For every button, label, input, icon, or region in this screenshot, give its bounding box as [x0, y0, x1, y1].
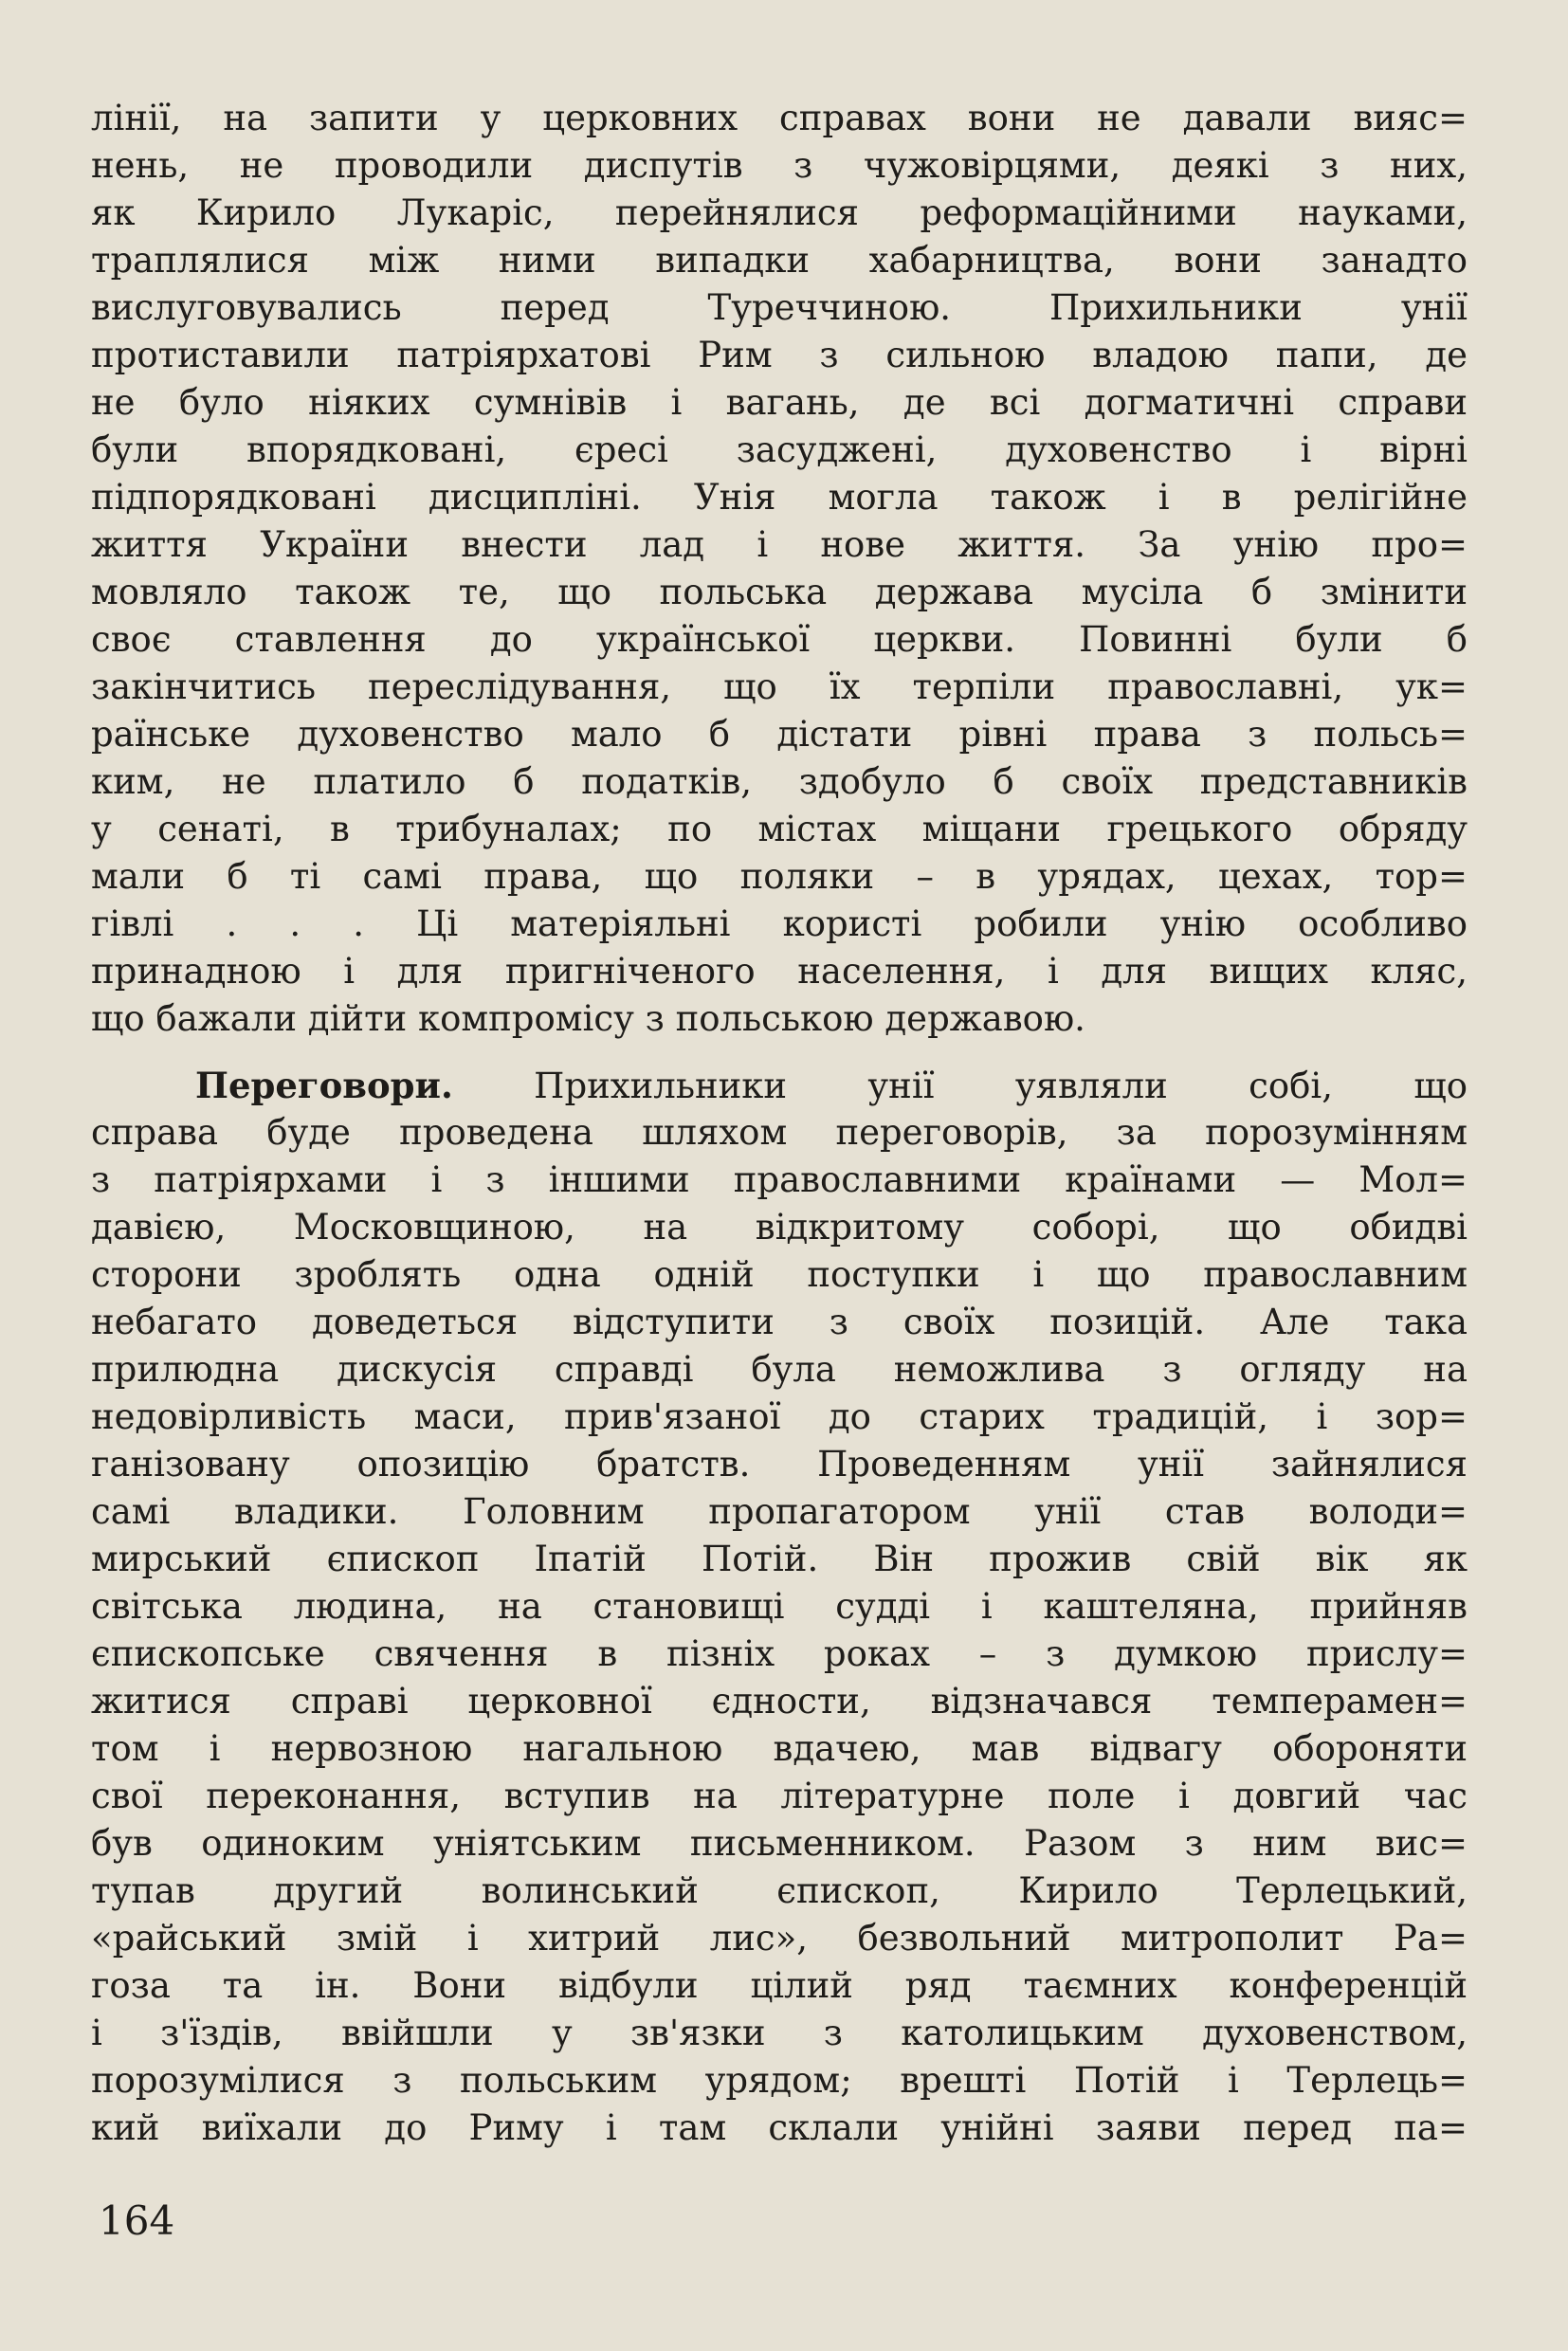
text-line: і з'їздів, ввійшли у зв'язки з католицьким духовенством,	[91, 2013, 1468, 2053]
text-line: траплялися між ними випадки хабарництва, вони занадто	[91, 240, 1468, 281]
text-line: справа буде проведена шляхом переговорів, за порозумінням	[91, 1112, 1468, 1153]
text-line	[91, 1062, 1468, 1109]
paragraph-gap	[91, 1043, 1468, 1062]
text-line: том і нервозною нагальною вдачею, мав відвагу обороняти	[91, 1728, 1468, 1769]
text-line: у сенаті, в трибуналах; по містах міщани грецького обряду	[91, 809, 1468, 849]
text-line: принадною і для пригніченого населення, і для вищих кляс,	[91, 951, 1468, 992]
text-line: свої переконання, вступив на літературне поле і довгий час	[91, 1776, 1468, 1816]
text-line: гівлі . . . Ці матеріяльні користі робили унію особливо	[91, 903, 1468, 944]
text-line: єпископське свячення в пізніх роках – з думкою прислу=	[91, 1633, 1468, 1674]
text-line: порозумілися з польським урядом; врешті Потій і Терлець=	[91, 2060, 1468, 2101]
text-line: з патріярхами і з іншими православними країнами — Мол=	[91, 1159, 1468, 1200]
text-line: життя України внести лад і нове життя. За унію про=	[91, 524, 1468, 565]
text-line: давією, Московщиною, на відкритому соборі, що обидві	[91, 1207, 1468, 1248]
text-line: як Кирило Лукаріс, перейнялися реформаційними науками,	[91, 192, 1468, 233]
text-line: ким, не платило б податків, здобуло б своїх представників	[91, 761, 1468, 802]
text-line: мовляло також те, що польська держава мусіла б змінити	[91, 572, 1468, 612]
text-line: мирський єпископ Іпатій Потій. Він прожив свій вік як	[91, 1539, 1468, 1579]
text-line: були впорядковані, єресі засуджені, духовенство і вірні	[91, 429, 1468, 470]
page-number: 164	[99, 2197, 175, 2244]
text-line: раїнське духовенство мало б дістати рівні права з польсь=	[91, 714, 1468, 755]
section-heading: Переговори.	[195, 1065, 453, 1106]
text-line: протиставили патріярхатові Рим з сильною владою папи, де	[91, 335, 1468, 375]
text-line: недовірливість маси, прив'язаної до старих традицій, і зор=	[91, 1396, 1468, 1437]
text-line: ганізовану опозицію братств. Проведенням унії зайнялися	[91, 1444, 1468, 1485]
text-line: мали б ті самі права, що поляки – в урядах, цехах, тор=	[91, 856, 1468, 897]
text-line: кий виїхали до Риму і там склали унійні заяви перед па=	[91, 2107, 1468, 2148]
body-text	[91, 95, 1468, 2152]
text-line: гоза та ін. Вони відбули цілий ряд таємних конференцій	[91, 1965, 1468, 2006]
text-line: «райський змій і хитрий лис», безвольний митрополит Ра=	[91, 1918, 1468, 1959]
text-line: сторони зроблять одна одній поступки і що православним	[91, 1254, 1468, 1295]
text-line: тупав другий волинський єпископ, Кирило Терлецький,	[91, 1870, 1468, 1911]
text-line: був одиноким уніятським письменником. Разом з ним вис=	[91, 1823, 1468, 1864]
text-line: небагато доведеться відступити з своїх позицій. Але така	[91, 1302, 1468, 1342]
heading-line-rest: Прихильники унії уявляли собі, що	[534, 1066, 1468, 1106]
text-line: нень, не проводили диспутів з чужовірцями, деякі з них,	[91, 145, 1468, 186]
text-line: лінії, на запити у церковних справах вони не давали вияс=	[91, 98, 1468, 138]
paragraph-unia-arguments	[91, 95, 1468, 1043]
text-line: своє ставлення до української церкви. Повинні були б	[91, 619, 1468, 660]
text-line: закінчитись переслідування, що їх терпіли православні, ук=	[91, 666, 1468, 707]
paragraph-negotiations	[91, 1062, 1468, 2152]
text-line: підпорядковані дисципліні. Унія могла також і в релігійне	[91, 477, 1468, 518]
text-line: самі владики. Головним пропагатором унії став володи=	[91, 1491, 1468, 1532]
text-line: житися справі церковної єдности, відзначався темперамен=	[91, 1681, 1468, 1722]
text-line: не було ніяких сумнівів і вагань, де всі догматичні справи	[91, 382, 1468, 423]
text-line: що бажали дійти компромісу з польською державою.	[91, 998, 1085, 1039]
text-line: світська людина, на становищі судді і каштеляна, прийняв	[91, 1586, 1468, 1627]
text-line: прилюдна дискусія справді була неможлива з огляду на	[91, 1349, 1468, 1390]
text-line: вислуговувались перед Туреччиною. Прихильники унії	[91, 287, 1468, 328]
